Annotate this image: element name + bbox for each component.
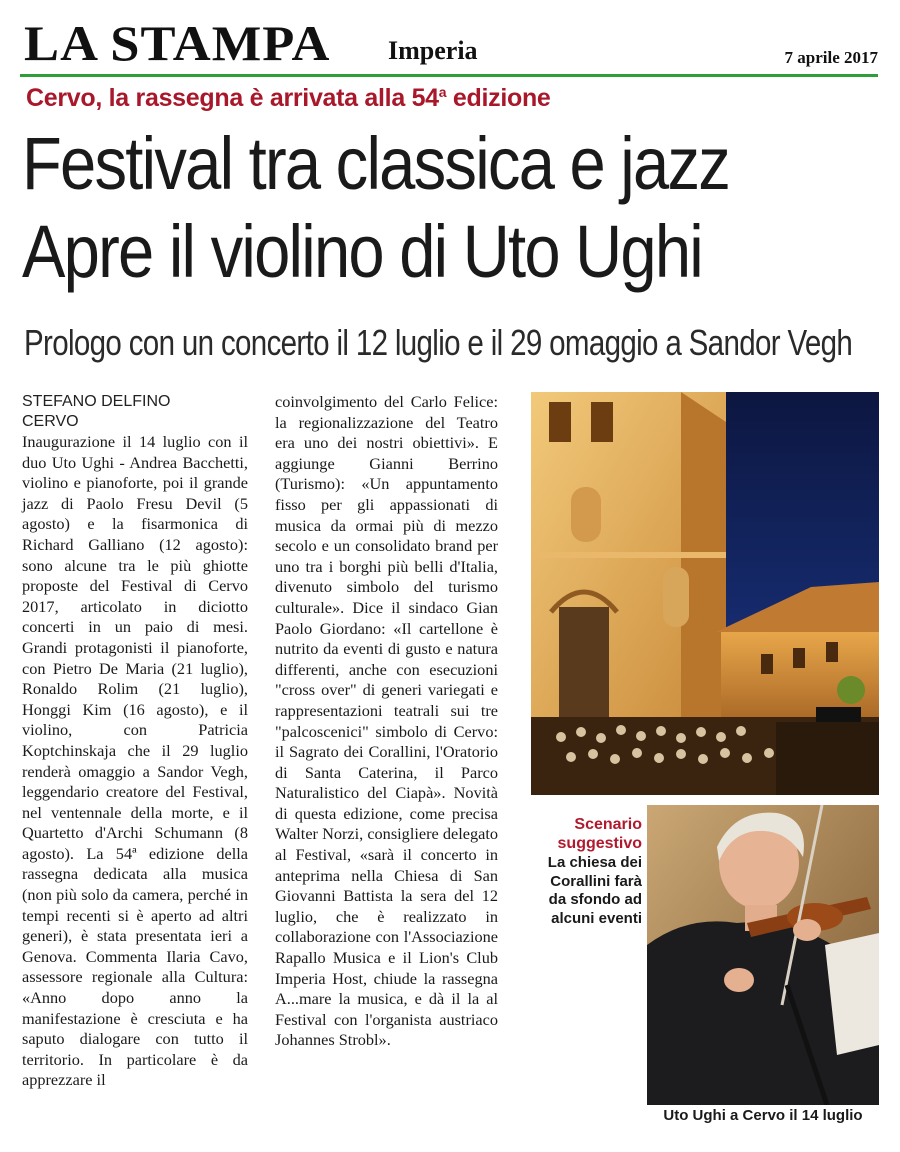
article-column-2 xyxy=(275,392,498,1051)
caption-text: La chiesa dei Corallini farà da sfondo ad alcuni eventi xyxy=(547,854,642,927)
author-name: STEFANO DELFINO xyxy=(22,393,171,410)
caption-title: Scenario suggestivo xyxy=(557,816,642,852)
headline-line-1: Festival tra classica e jazz xyxy=(22,122,730,205)
church-concert-photo xyxy=(531,392,879,795)
publication-date: 7 aprile 2017 xyxy=(784,48,878,67)
column-1-text: Inaugurazione il 14 luglio con il duo Uto Ughi - Andrea Bacchetti, violino e pianoforte, poi il grande jazz di Paolo Fresu Devil (5 agosto) e la fisarmonica di Richard Galliano (12 agosto): sono alcune tra le più ghiotte proposte del Festival di Cervo 2017, articolato in diciotto concerti in un paio di mesi. Grandi protagonisti il pianoforte, con Pietro De Maria (21 luglio), Ronaldo Rolim (21 luglio), Honggi Kim (16 agosto), e il violino, con Patricia Koptchinskaja che il 29 luglio renderà omaggio a Sandor Vegh, leggendario creatore del Festival, nel ventennale della morte, e il Quartetto d'Archi Schumann (8 agosto). La 54ª edizione della rassegna dedicata alla musica (non più solo da camera, perché in tempi recenti si è aperto ad altri generi), è stata presentata ieri a Genova. Commenta Ilaria Cavo, assessore regionale alla Cultura: «Anno dopo anno la manifestazione è cresciuta e ha saputo dialogare con tutto il territorio. In particolare è da apprezzare il xyxy=(22,432,248,1090)
dateline-location: CERVO xyxy=(22,413,79,430)
violinist-photo xyxy=(647,805,879,1105)
column-2-text: coinvolgimento del Carlo Felice: la regionalizzazione del Teatro era uno dei nostri obiettivi». E aggiunge Gianni Berrino (Turismo): «Un appuntamento fisso per gli appassionati di musica da ormai più di mezzo secolo e un consolidato brand per uno tra i borghi più belli d'Italia, divenuto simbolo del turismo culturale». Dice il sindaco Gian Paolo Giordano: «Il cartellone è nutrito da eventi di gusto e natura differenti, anche con esecuzioni "cross over" di generi variegati e rappresentazioni teatrali sui tre "palcoscenici" simbolo di Cervo: il Sagrato dei Corallini, l'Oratorio di Santa Caterina, il Parco Naturalistico del Ciapà». Novità di questa edizione, come precisa Walter Norzi, consigliere delegato al Festival, «sarà il concerto in anteprima nella Chiesa di San Giovanni Battista la sera del 12 luglio, che è realizzato in collaborazione con l'Associazione Rapallo Musica e il Lion's Club Imperia Host, chiude la rassegna A...mare la musica, e dà il la al Festival con l'organista austriaco Johannes Strobl». xyxy=(275,392,498,1050)
masthead-rule xyxy=(20,74,878,77)
article-headline xyxy=(22,120,779,296)
photo-caption xyxy=(532,815,642,928)
newspaper-logo: LA STAMPA xyxy=(24,15,331,71)
photo-credit: Uto Ughi a Cervo il 14 luglio xyxy=(663,1107,863,1124)
edition-name: Imperia xyxy=(388,36,478,65)
article-column-1 xyxy=(22,392,248,1091)
article-kicker: Cervo, la rassegna è arrivata alla 54$^a$ edizione xyxy=(26,84,551,112)
headline-line-2: Apre il violino di Uto Ughi xyxy=(22,210,702,293)
article-subhead: Prologo con un concerto il 12 luglio e il 29 omaggio a Sandor Vegh xyxy=(24,322,853,363)
masthead xyxy=(24,14,878,76)
